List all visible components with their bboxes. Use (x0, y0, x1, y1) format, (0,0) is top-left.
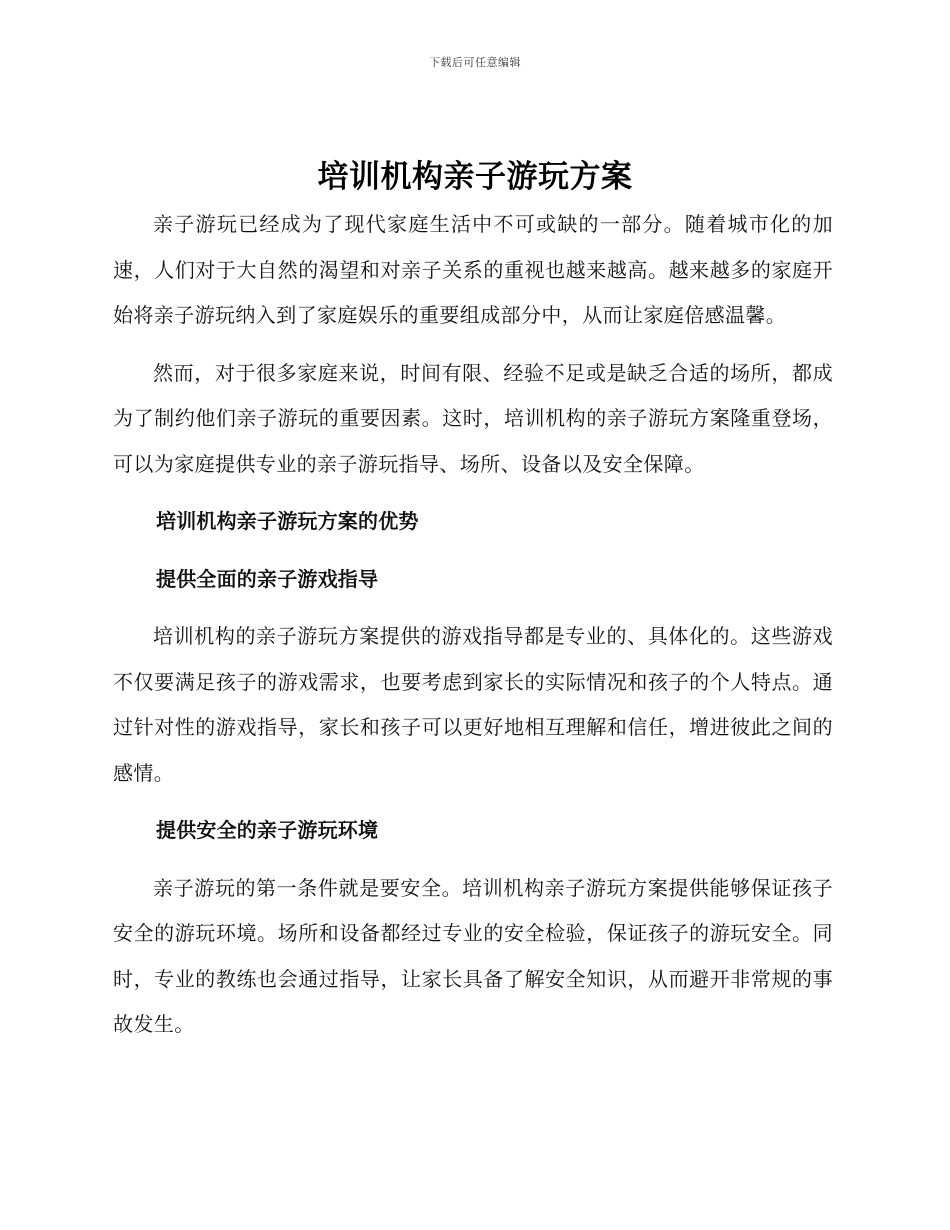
intro-paragraph-2: 然而，对于很多家庭来说，时间有限、经验不足或是缺乏合适的场所，都成为了制约他们亲子游玩的重要因素。这时，培训机构的亲子游玩方案隆重登场，可以为家庭提供专业的亲子游玩指导、场所、设备以及安全保障。 (113, 360, 833, 476)
guidance-paragraph: 培训机构的亲子游玩方案提供的游戏指导都是专业的、具体化的。这些游戏不仅要满足孩子的游戏需求，也要考虑到家长的实际情况和孩子的个人特点。通过针对性的游戏指导，家长和孩子可以更好地相互理解和信任，增进彼此之间的感情。 (113, 624, 833, 785)
document-body (113, 202, 833, 1060)
section-heading-safety: 提供安全的亲子游玩环境 (156, 818, 379, 842)
header-note: 下载后可任意编辑 (429, 56, 521, 69)
intro-paragraph-1: 亲子游玩已经成为了现代家庭生活中不可或缺的一部分。随着城市化的加速，人们对于大自然的渴望和对亲子关系的重视也越来越高。越来越多的家庭开始将亲子游玩纳入到了家庭娱乐的重要组成部分中，从而让家庭倍感温馨。 (113, 212, 833, 327)
document-title: 培训机构亲子游玩方案 (317, 159, 633, 195)
section-heading-guidance: 提供全面的亲子游戏指导 (156, 566, 379, 591)
section-heading-advantages: 培训机构亲子游玩方案的优势 (156, 509, 419, 533)
safety-paragraph: 亲子游玩的第一条件就是要安全。培训机构亲子游玩方案提供能够保证孩子安全的游玩环境。场所和设备都经过专业的安全检验，保证孩子的游玩安全。同时，专业的教练也会通过指导，让家长具备了解安全知识，从而避开非常规的事故发生。 (113, 875, 833, 1036)
